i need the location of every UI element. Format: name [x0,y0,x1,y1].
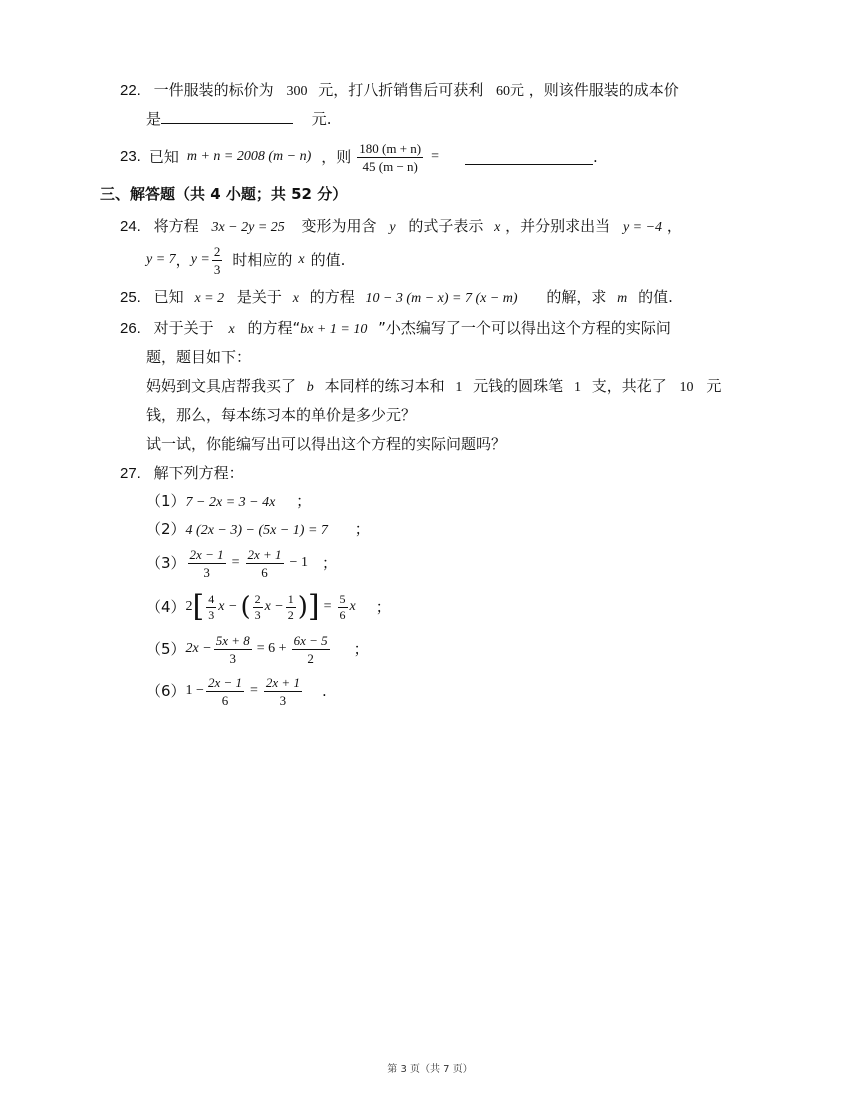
punctuation: ， [175,251,191,269]
question-text: ，则 [321,148,352,166]
question-26-line-2: 题，题目如下： [146,348,252,366]
question-number: 23. [120,148,141,165]
question-text: ”小杰编写了一个可以得出这个方程的实际问 [378,319,671,337]
fraction-denominator: 3 [254,607,261,622]
answer-blank[interactable] [465,150,593,165]
fraction-denominator: 3 [213,261,221,277]
question-text: 元钱的圆珠笔 [473,377,564,395]
section-heading: 三、解答题（共 4 小题；共 52 分） [100,185,348,203]
question-23 [120,138,598,176]
profit-value: 60元 [496,84,525,99]
question-number: 27. [120,465,141,482]
question-number: 26. [120,320,141,337]
question-22-line-2 [146,109,332,129]
fraction [253,593,263,622]
math-expression: x = 2 [194,291,225,306]
math-expression: y = 7 [146,252,176,267]
punctuation: ； [375,598,391,616]
fraction [214,633,252,666]
question-text: 的值. [638,288,673,306]
paren-open: ( [240,592,251,622]
equation-item-3 [146,544,337,582]
math-expression: 1 − [185,683,204,698]
question-text: 的解，求 [546,288,607,306]
equation-item-4 [146,586,391,628]
math-expression: x − [218,599,238,614]
question-22-line-1 [120,80,679,102]
equation-item-1 [146,491,311,513]
variable: x [228,322,235,337]
math-expression: x − [264,599,284,614]
question-text: ，则该件服装的成本价 [528,81,679,99]
fraction [264,675,302,708]
question-text: 时相应的 [232,251,293,269]
equals-sign: = [323,599,332,614]
fraction [206,593,216,622]
question-text: 变形为用含 [301,217,377,235]
fraction-numerator: 5x + 8 [215,632,250,648]
bracket-close: ] [307,589,320,624]
fraction-denominator: 3 [229,650,236,666]
question-text: 已知 [153,288,184,306]
math-expression: 2 [185,599,193,614]
question-text: 的方程“ [247,319,301,337]
punctuation: ； [354,520,370,538]
math-expression: 3x − 2y = 25 [211,220,285,235]
fraction-denominator: 2 [307,650,314,666]
variable: b [306,380,314,395]
fraction [292,633,330,666]
fraction-denominator: 6 [221,692,229,708]
item-label: （1） [146,492,186,510]
item-label: （4） [146,598,186,616]
math-expression: 4 (2x − 3) − (5x − 1) = 7 [185,523,328,538]
variable: x [292,291,299,306]
math-expression: 7 − 2x = 3 − 4x [185,495,276,510]
question-text: 支，共花了 [591,377,667,395]
item-label: （6） [146,682,186,700]
fraction-denominator: 6 [339,607,346,622]
fraction-denominator: 6 [261,564,268,580]
question-text: 的值. [310,251,346,269]
fraction-numerator: 2x − 1 [189,546,224,562]
variable: x [298,252,305,267]
math-expression: − 1 [289,555,308,570]
punctuation: ； [296,492,312,510]
question-text: 的方程 [309,288,355,306]
paren-close: ) [297,592,308,622]
item-label: （5） [146,640,186,658]
equation-item-2 [146,519,370,541]
question-number: 25. [120,289,141,306]
question-27-title [120,463,244,484]
equals-sign: = [250,683,258,698]
fraction-numerator: 1 [287,591,294,606]
punctuation: ； [321,554,337,572]
question-text: 元，打八折销售后可获利 [318,81,484,99]
question-text: 元. [311,110,332,128]
question-26-line-3 [146,376,721,398]
fraction-numerator: 180 (m + n) [359,140,422,156]
fraction [286,593,296,622]
fraction-numerator: 2x + 1 [265,674,300,690]
fraction [357,141,423,174]
question-24-line-1 [120,216,682,238]
price-value: 300 [286,84,308,99]
question-text: ，并分别求出当 [505,217,611,235]
math-expression: bx + 1 = 10 [300,322,368,337]
fraction-numerator: 2x + 1 [247,546,282,562]
punctuation: . [321,682,327,700]
variable: x [349,599,356,614]
bracket-open: [ [192,589,205,624]
punctuation: ， [666,217,682,235]
fraction [188,547,226,580]
question-text: . [593,148,598,166]
question-text: 元 [706,377,722,395]
equation-item-5 [146,630,369,668]
fraction-numerator: 2 [254,591,261,606]
question-text: 一件服装的标价为 [153,81,274,99]
question-text: 妈妈到文具店帮我买了 [146,377,297,395]
question-text: 本同样的练习本和 [324,377,445,395]
fraction [206,675,244,708]
fraction-numerator: 2 [213,243,221,259]
fraction-denominator: 45 (m − n) [362,158,418,174]
fraction-numerator: 5 [339,591,346,606]
variable: y [389,220,396,235]
question-number: 24. [120,218,141,235]
fraction [246,547,284,580]
fraction-numerator: 4 [208,591,215,606]
variable: m [617,291,628,306]
answer-blank[interactable] [161,109,293,124]
question-text: 已知 [148,148,179,166]
math-expression: m + n = 2008 (m − n) [186,149,312,164]
question-text: 的式子表示 [408,217,484,235]
question-text: 将方程 [153,217,199,235]
equals-sign: = [231,555,240,570]
question-24-line-2 [146,242,345,278]
math-expression: y = [190,252,210,267]
number: 1 [455,380,463,395]
number: 10 [679,380,694,395]
math-expression: 10 − 3 (m − x) = 7 (x − m) [365,291,518,306]
fraction [212,244,223,277]
equation-item-6 [146,672,327,710]
question-number: 22. [120,82,141,99]
math-expression: y = −4 [622,220,663,235]
math-expression: = 6 + [256,641,287,656]
question-26-line-4: 钱，那么，每本练习本的单价是多少元？ [146,406,417,424]
fraction-denominator: 3 [208,607,215,622]
fraction [338,593,348,622]
fraction-denominator: 2 [287,607,294,622]
question-25 [120,287,673,309]
question-text: 解下列方程： [153,464,244,482]
equals-sign: = [431,149,440,164]
fraction-numerator: 6x − 5 [293,632,328,648]
number: 1 [573,380,581,395]
question-26-line-5: 试一试，你能编写出可以得出这个方程的实际问题吗？ [146,435,507,453]
question-text: 是关于 [236,288,282,306]
fraction-denominator: 3 [279,692,287,708]
punctuation: ； [353,640,369,658]
question-text: 是 [146,110,162,128]
math-expression: 2x − [185,641,212,656]
page-footer: 第 3 页（共 7 页） [387,1064,473,1075]
item-label: （2） [146,520,186,538]
question-text: 对于关于 [153,319,214,337]
fraction-numerator: 2x − 1 [207,674,242,690]
variable: x [494,220,501,235]
item-label: （3） [146,554,186,572]
question-26-line-1 [120,318,671,340]
fraction-denominator: 3 [203,564,210,580]
